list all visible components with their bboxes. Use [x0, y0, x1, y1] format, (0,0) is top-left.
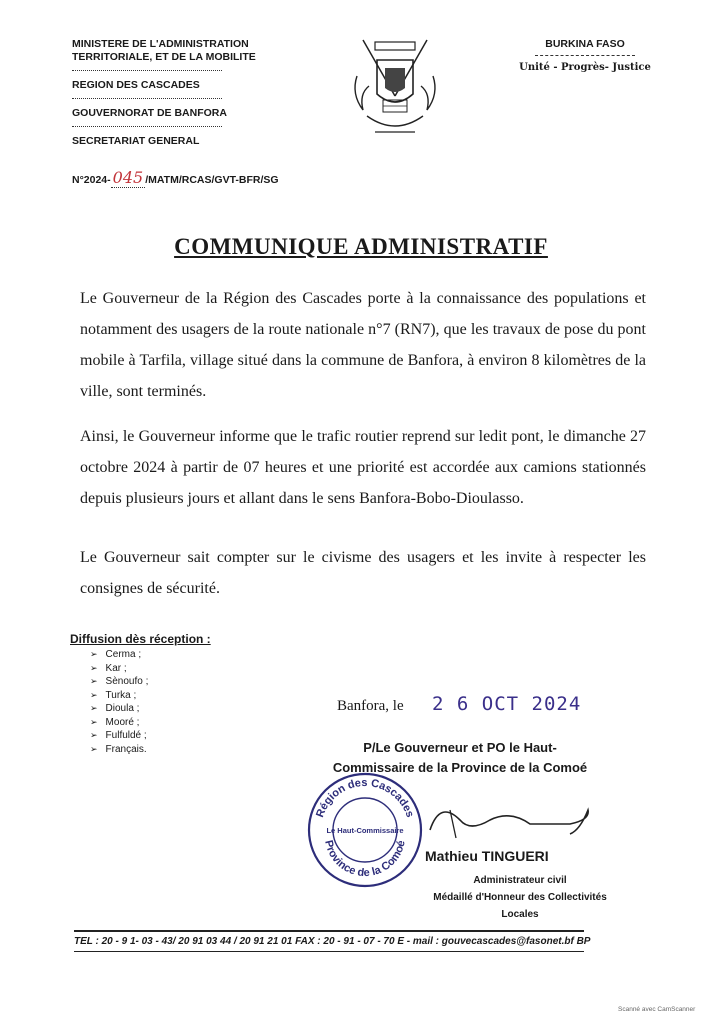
- divider: [72, 98, 222, 99]
- issuer-block: [72, 38, 332, 148]
- country-name: BURKINA FASO: [545, 38, 625, 50]
- list-item: ➢ Dioula ;: [90, 702, 148, 716]
- diffusion-list: [90, 648, 148, 756]
- ref-handwritten-number: 045: [112, 168, 144, 187]
- svg-text:Province de la Comoé: [322, 839, 407, 879]
- list-item: ➢ Fulfuldé ;: [90, 729, 148, 743]
- list-item: ➢ Sènoufo ;: [90, 675, 148, 689]
- date-stamp: 2 6 OCT 2024: [432, 693, 582, 715]
- divider: [72, 70, 222, 71]
- official-seal: [305, 770, 425, 890]
- signatory-distinction: Médaillé d'Honneur des Collectivités Locales: [433, 892, 607, 920]
- paragraph-2: Ainsi, le Gouverneur informe que le trafic routier reprend sur ledit pont, le dimanche 27 octobre 2024 à partir de 07 heures et une priorité est accordée aux camions stationnés depuis plusieurs jours et allant dans le sens Banfora-Bobo-Dioulasso.: [80, 428, 646, 507]
- ministry-line-2: TERRITORIALE, ET DE LA MOBILITE: [72, 51, 256, 63]
- coat-of-arms-emblem: [345, 36, 445, 146]
- ministry-line-1: MINISTERE DE L'ADMINISTRATION: [72, 38, 249, 50]
- list-item: ➢ Mooré ;: [90, 716, 148, 730]
- seal-center-text: Le Haut-Commissaire: [326, 826, 404, 835]
- list-item: ➢ Cerma ;: [90, 648, 148, 662]
- seal-top-text: Région des Cascades: [314, 776, 416, 820]
- reference-number: [72, 168, 279, 187]
- document-title: COMMUNIQUE ADMINISTRATIF: [174, 234, 548, 259]
- handwritten-signature: [420, 790, 610, 850]
- signatory-title-line-2: Commissaire de la Province de la Comoé: [332, 760, 588, 775]
- signatory-role: Administrateur civil: [473, 875, 567, 886]
- scanner-watermark: Scanné avec CamScanner: [618, 1006, 696, 1013]
- divider: [72, 126, 222, 127]
- ref-suffix: /MATM/RCAS/GVT-BFR/SG: [145, 174, 279, 186]
- ref-prefix: N°2024-: [72, 174, 111, 186]
- list-item: ➢ Français.: [90, 743, 148, 757]
- governorate-name: GOUVERNORAT DE BANFORA: [72, 107, 227, 119]
- paragraph-1: Le Gouverneur de la Région des Cascades porte à la connaissance des populations et notamment des usagers de la route nationale n°7 (RN7), que les travaux de pose du pont mobile à Tarfila, village situé dans la commune de Banfora, à environ 8 kilomètres de la ville, sont terminés.: [80, 290, 646, 400]
- signatory-details: [420, 872, 620, 923]
- national-motto: Unité - Progrès- Justice: [519, 62, 651, 73]
- secretariat-name: SECRETARIAT GENERAL: [72, 135, 200, 147]
- paragraph-3: Le Gouverneur sait compter sur le civisme des usagers et les invite à respecter les consignes de sécurité.: [80, 549, 646, 597]
- seal-bottom-text: Province de la Comoé: [322, 839, 408, 880]
- contact-footer: TEL : 20 - 9 1- 03 - 43/ 20 91 03 44 / 20 91 21 01 FAX : 20 - 91 - 07 - 70 E - mail : gouvecascades@fasonet.bf BP: [74, 930, 584, 952]
- diffusion-title: Diffusion dès réception :: [70, 632, 211, 646]
- region-name: REGION DES CASCADES: [72, 79, 200, 91]
- divider: [535, 55, 635, 56]
- place-label: Banfora, le: [337, 698, 404, 714]
- signatory-name: Mathieu TINGUERI: [425, 848, 549, 864]
- list-item: ➢ Turka ;: [90, 689, 148, 703]
- signatory-title-line-1: P/Le Gouverneur et PO le Haut-: [363, 740, 557, 755]
- list-item: ➢ Kar ;: [90, 662, 148, 676]
- country-block: [505, 38, 665, 73]
